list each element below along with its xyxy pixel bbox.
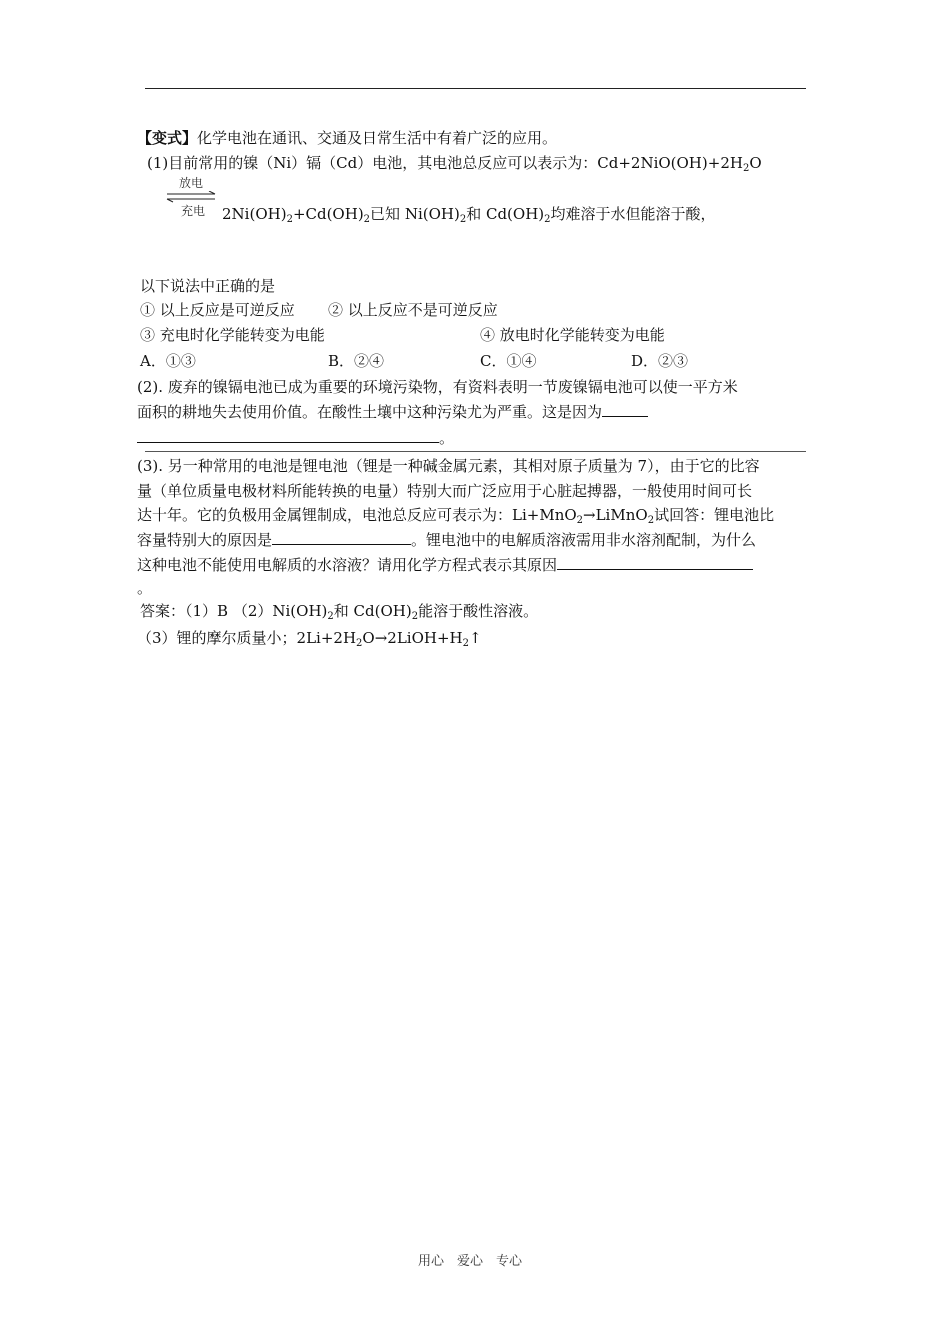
page-footer: 用心 爱心 专心	[418, 1254, 523, 1269]
q2-line2: 面积的耕地失去使用价值。在酸性土壤中这种污染尤为严重。这是因为	[137, 402, 648, 422]
equilibrium-arrow-icon	[163, 191, 221, 203]
q2-blank-2[interactable]	[137, 428, 439, 443]
q3-line5: 这种电池不能使用电解质的水溶液？请用化学方程式表示其原因	[137, 555, 753, 575]
reversible-arrow	[163, 176, 221, 222]
q1-option-4: ④ 放电时化学能转变为电能	[480, 326, 665, 344]
answer-line1: 答案：（1）B $(2)Ni(OH)_2$和 $Cd(OH)_2$能溶于酸性溶液。	[140, 602, 539, 622]
q3-line2: 量（单位质量电极材料所能转换的电量）特别大而广泛应用于心脏起搏器，一般使用时间可长	[137, 482, 753, 500]
arrow-label-discharge: 放电	[179, 176, 204, 190]
q1-option-2: ② 以上反应不是可逆反应	[328, 301, 498, 319]
q3-end: 。	[137, 579, 153, 597]
q2-blank-1[interactable]	[602, 402, 648, 417]
q3-blank-2[interactable]	[557, 555, 753, 570]
q1-option-1: ① 以上反应是可逆反应	[140, 301, 295, 319]
variant-heading	[137, 128, 557, 148]
q1-choice-b: B．②④	[328, 352, 385, 370]
header-rule	[145, 88, 806, 89]
section-divider	[145, 451, 806, 452]
q1-line1: (1)目前常用的镍（Ni）镉（Cd）电池，其电池总反应可以表示为：$Cd+2NiO(OH)+2H_2O$	[147, 154, 762, 174]
q3-line3: 达十年。它的负极用金属锂制成，电池总反应可表示为：Li+MnO$_2$→LiMnO$_2$试回答：锂电池比	[137, 506, 775, 526]
q1-choice-d: D．②③	[631, 352, 689, 370]
variant-tag: 【变式】	[137, 129, 198, 147]
arrow-label-charge: 充电	[181, 204, 206, 218]
q3-line1: (3). 另一种常用的电池是锂电池（锂是一种碱金属元素，其相对原子质量为 7），由于它的比容	[137, 457, 760, 475]
q1-line2: $2Ni(OH)_2+Cd(OH)_2$已知 $Ni(OH)_2$和 $Cd(OH)_2$均难溶于水但能溶于酸，	[222, 205, 716, 225]
answer-line2: （3）锂的摩尔质量小；$2Li+2H_2O\to 2LiOH+H_2↑$	[137, 629, 482, 649]
q2-line3: 。	[137, 428, 454, 448]
q3-blank-1[interactable]	[272, 530, 411, 545]
q1-choice-a: A．①③	[140, 352, 196, 370]
q2-line1: (2). 废弃的镍镉电池已成为重要的环境污染物，有资料表明一节废镍镉电池可以使一平方米	[137, 378, 738, 396]
q1-option-3: ③ 充电时化学能转变为电能	[140, 326, 325, 344]
q1-choice-c: C．①④	[480, 352, 537, 370]
q3-line4: 容量特别大的原因是 。锂电池中的电解质溶液需用非水溶剂配制，为什么	[137, 531, 757, 549]
variant-intro: 化学电池在通讯、交通及日常生活中有着广泛的应用。	[197, 129, 558, 147]
q1-prompt: 以下说法中正确的是	[140, 277, 276, 295]
